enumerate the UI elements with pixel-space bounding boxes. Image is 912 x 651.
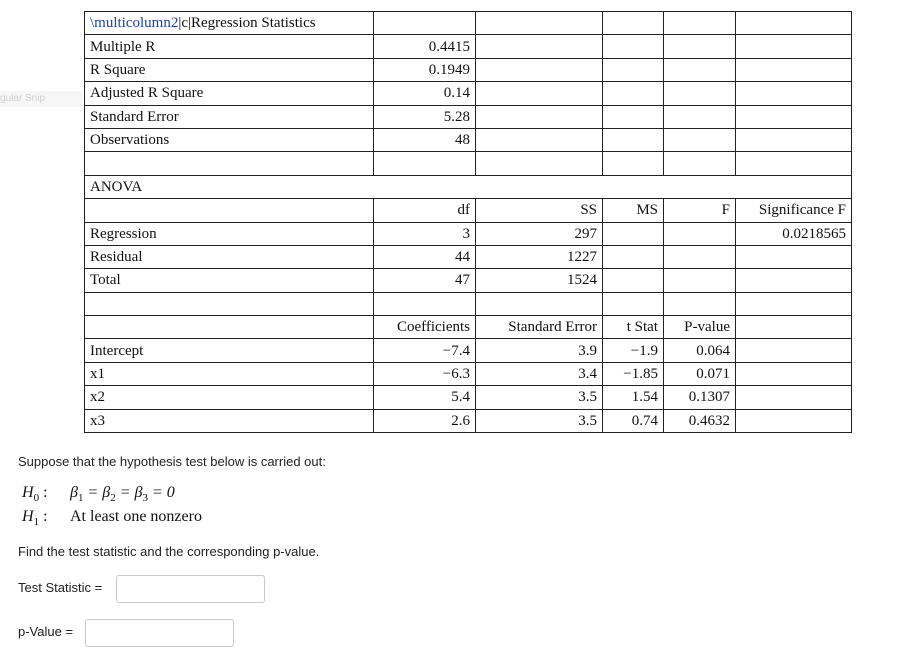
coef-standard-error: 3.9: [476, 339, 603, 362]
stats-label: R Square: [85, 58, 374, 81]
empty-cell: [603, 82, 664, 105]
coef-header-coefficients: Coefficients: [374, 316, 476, 339]
regression-output-table: [84, 11, 852, 433]
empty-cell: [736, 58, 852, 81]
stats-value: 0.14: [374, 82, 476, 105]
empty-cell: [664, 58, 736, 81]
empty-cell: [736, 128, 852, 151]
coef-row: [85, 362, 852, 385]
empty-cell: [603, 292, 664, 315]
empty-cell: [664, 82, 736, 105]
coef-label: x1: [85, 362, 374, 385]
coef-p-value: 0.4632: [664, 409, 736, 432]
empty-cell: [736, 409, 852, 432]
hypothesis-colon: :: [43, 508, 48, 525]
stats-header-title: Regression Statistics: [191, 15, 316, 32]
coef-t-stat: −1.85: [603, 362, 664, 385]
hypothesis-subscript: 1: [33, 516, 40, 529]
anova-f: [664, 269, 736, 292]
alternative-hypothesis-statement: At least one nonzero: [70, 508, 202, 525]
anova-header-row: [85, 199, 852, 222]
empty-cell: [603, 128, 664, 151]
coef-t-stat: −1.9: [603, 339, 664, 362]
empty-cell: [736, 12, 852, 35]
null-hypothesis: [22, 484, 175, 504]
anova-df: 47: [374, 269, 476, 292]
test-statistic-label: Test Statistic =: [18, 580, 103, 595]
stats-value: 0.4415: [374, 35, 476, 58]
stats-row: [85, 128, 852, 151]
coef-header-standard-error: Standard Error: [476, 316, 603, 339]
blank-row: [85, 292, 852, 315]
p-value-input[interactable]: [85, 619, 234, 647]
stats-header-cell: [85, 12, 374, 35]
coef-t-stat: 0.74: [603, 409, 664, 432]
stats-value: 5.28: [374, 105, 476, 128]
coef-standard-error: 3.5: [476, 386, 603, 409]
empty-cell: [664, 152, 736, 175]
stats-label: Multiple R: [85, 35, 374, 58]
null-hypothesis-label: [22, 484, 70, 504]
anova-ms: [603, 222, 664, 245]
empty-cell: [603, 58, 664, 81]
coef-header-t-stat: t Stat: [603, 316, 664, 339]
empty-cell: [603, 152, 664, 175]
empty-cell: [374, 12, 476, 35]
hypothesis-symbol: H: [22, 508, 34, 525]
anova-f: [664, 245, 736, 268]
empty-cell: [476, 35, 603, 58]
anova-ss: 1524: [476, 269, 603, 292]
anova-row: [85, 245, 852, 268]
anova-f: [664, 222, 736, 245]
test-statistic-input[interactable]: [116, 575, 265, 603]
coef-value: −6.3: [374, 362, 476, 385]
anova-label: Residual: [85, 245, 374, 268]
empty-cell: [664, 12, 736, 35]
anova-header-f: F: [664, 199, 736, 222]
anova-significance: 0.0218565: [736, 222, 852, 245]
empty-cell: [476, 12, 603, 35]
p-value-label: p-Value =: [18, 624, 74, 639]
coef-value: 5.4: [374, 386, 476, 409]
coef-header-row: [85, 316, 852, 339]
anova-label: Total: [85, 269, 374, 292]
stats-row: [85, 105, 852, 128]
empty-cell: [476, 105, 603, 128]
empty-cell: [736, 292, 852, 315]
coef-header-p-value: P-value: [664, 316, 736, 339]
stats-label: Observations: [85, 128, 374, 151]
empty-cell: [85, 292, 374, 315]
coef-p-value: 0.1307: [664, 386, 736, 409]
stats-label: Adjusted R Square: [85, 82, 374, 105]
stats-row: [85, 82, 852, 105]
hypothesis-subscript: 0: [33, 492, 40, 505]
anova-ss: 297: [476, 222, 603, 245]
stats-row: [85, 58, 852, 81]
latex-separator: |c|: [178, 15, 192, 32]
coef-row: [85, 409, 852, 432]
stats-value: 48: [374, 128, 476, 151]
empty-cell: [736, 316, 852, 339]
empty-cell: [736, 339, 852, 362]
anova-label: Regression: [85, 222, 374, 245]
stats-label: Standard Error: [85, 105, 374, 128]
stats-row: [85, 35, 852, 58]
coef-value: −7.4: [374, 339, 476, 362]
anova-df: 44: [374, 245, 476, 268]
anova-header-ms: MS: [603, 199, 664, 222]
anova-ss: 1227: [476, 245, 603, 268]
empty-cell: [736, 362, 852, 385]
problem-intro: Suppose that the hypothesis test below is carried out:: [18, 454, 326, 469]
coef-label: Intercept: [85, 339, 374, 362]
empty-cell: [736, 105, 852, 128]
coef-standard-error: 3.5: [476, 409, 603, 432]
latex-command: \multicolumn2: [90, 15, 179, 32]
anova-header-ss: SS: [476, 199, 603, 222]
coef-row: [85, 386, 852, 409]
empty-cell: [736, 386, 852, 409]
stats-value: 0.1949: [374, 58, 476, 81]
empty-cell: [476, 128, 603, 151]
empty-cell: [85, 152, 374, 175]
empty-cell: [85, 199, 374, 222]
anova-title: ANOVA: [85, 175, 852, 198]
empty-cell: [476, 152, 603, 175]
anova-title-row: [85, 175, 852, 198]
coef-label: x3: [85, 409, 374, 432]
anova-df: 3: [374, 222, 476, 245]
empty-cell: [603, 105, 664, 128]
problem-instruction: Find the test statistic and the corresponding p-value.: [18, 544, 320, 559]
coef-value: 2.6: [374, 409, 476, 432]
empty-cell: [374, 292, 476, 315]
anova-header-significance: Significance F: [736, 199, 852, 222]
empty-cell: [374, 152, 476, 175]
empty-cell: [476, 292, 603, 315]
coef-label: x2: [85, 386, 374, 409]
blank-row: [85, 152, 852, 175]
empty-cell: [664, 292, 736, 315]
coef-t-stat: 1.54: [603, 386, 664, 409]
coef-p-value: 0.071: [664, 362, 736, 385]
snip-tool-watermark: gular Snip: [0, 91, 82, 107]
empty-cell: [736, 152, 852, 175]
empty-cell: [664, 105, 736, 128]
anova-row: [85, 269, 852, 292]
empty-cell: [603, 35, 664, 58]
anova-ms: [603, 269, 664, 292]
null-hypothesis-statement: $\beta_1 = \beta_2 = \beta_3 = 0$: [70, 484, 175, 505]
anova-ms: [603, 245, 664, 268]
empty-cell: [664, 35, 736, 58]
stats-header-row: [85, 12, 852, 35]
empty-cell: [85, 316, 374, 339]
empty-cell: [476, 82, 603, 105]
empty-cell: [736, 82, 852, 105]
anova-significance: [736, 245, 852, 268]
alternative-hypothesis: [22, 508, 202, 528]
empty-cell: [603, 12, 664, 35]
empty-cell: [476, 58, 603, 81]
empty-cell: [736, 35, 852, 58]
empty-cell: [664, 128, 736, 151]
anova-row: [85, 222, 852, 245]
coef-standard-error: 3.4: [476, 362, 603, 385]
anova-significance: [736, 269, 852, 292]
hypothesis-colon: :: [43, 484, 48, 501]
hypothesis-symbol: H: [22, 484, 34, 501]
alternative-hypothesis-label: [22, 508, 70, 528]
anova-header-df: df: [374, 199, 476, 222]
coef-p-value: 0.064: [664, 339, 736, 362]
coef-row: [85, 339, 852, 362]
